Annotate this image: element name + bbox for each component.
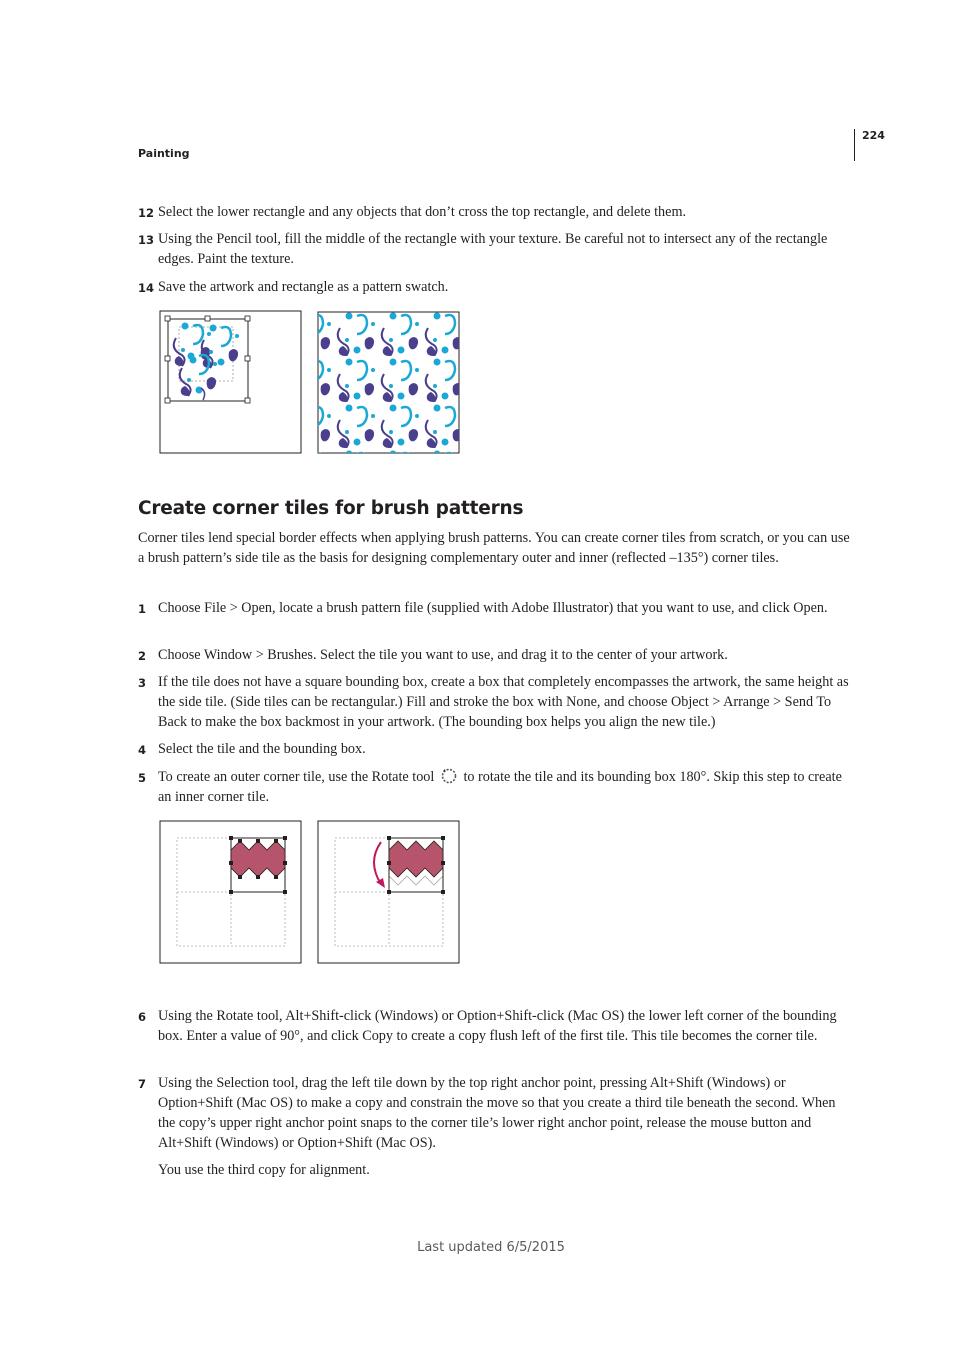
step-number: 2 (138, 649, 147, 663)
step-text: Choose File > Open, locate a brush pattern file (supplied with Adobe Illustrator) that you want to use, and click Open. (158, 600, 828, 616)
step-number: 1 (138, 602, 147, 616)
page-number: 224 (862, 129, 885, 142)
step-number: 14 (138, 281, 155, 295)
step-text: Using the Rotate tool, Alt+Shift-click (Windows) or Option+Shift-click (Mac OS) the lower left corner of the bounding box. Enter a value of 90°, and click Copy to create a copy flush left of the first tile. This tile becomes the corner tile. (158, 1008, 837, 1044)
step-item (138, 1006, 850, 1046)
step-item (138, 598, 850, 618)
step-note (138, 1160, 850, 1180)
step-number: 12 (138, 206, 155, 220)
step-item (138, 645, 850, 665)
step-text: Using the Pencil tool, fill the middle of the rectangle with your texture. Be careful not to intersect any of the rectangle edges. Paint the texture. (158, 231, 828, 267)
step-item (138, 739, 850, 759)
step-number: 5 (138, 771, 147, 785)
last-updated-footer: Last updated 6/5/2015 (417, 1240, 565, 1255)
step-item (138, 1073, 850, 1153)
step-number: 4 (138, 743, 147, 757)
step-text: Save the artwork and rectangle as a pattern swatch. (158, 279, 449, 295)
step-text-before: To create an outer corner tile, use the Rotate tool (158, 769, 435, 785)
section-intro: Corner tiles lend special border effects when applying brush patterns. You can create corner tiles from scratch, or you can use a brush pattern’s side tile as the basis for designing complementary outer and inner (reflected –135°) corner tiles. (138, 530, 850, 566)
step-number: 6 (138, 1010, 147, 1024)
step-number: 13 (138, 233, 155, 247)
step-item (138, 277, 850, 297)
rotate-tool-icon (440, 767, 458, 785)
section-heading: Create corner tiles for brush patterns (138, 498, 524, 519)
step-number: 3 (138, 676, 147, 690)
step-text (158, 767, 850, 807)
header-divider (854, 129, 855, 161)
step-text: Select the lower rectangle and any objects that don’t cross the top rectangle, and delete them. (158, 204, 687, 220)
step-text: Choose Window > Brushes. Select the tile you want to use, and drag it to the center of your artwork. (158, 647, 728, 663)
step-text: If the tile does not have a square bounding box, create a box that completely encompasses the artwork, the same height as the side tile. (Side tiles can be rectangular.) Fill and stroke the box with None, and choose Object > Arrange > Send To Back to make the box backmost in your artwork. (The bounding box helps you align the new tile.) (158, 674, 849, 730)
step-item (138, 202, 850, 222)
step-text: Select the tile and the bounding box. (158, 741, 366, 757)
step-item (138, 767, 850, 807)
step-text-after: to rotate the tile and its bounding box 180°. Skip this step to create an inner corner tile. (158, 769, 842, 805)
step-item (138, 672, 850, 732)
corner-tile-figure (159, 820, 461, 966)
step-number: 7 (138, 1077, 147, 1091)
running-header-section: Painting (138, 147, 190, 160)
pattern-swatch-figure (159, 310, 461, 456)
step-text: Using the Selection tool, drag the left tile down by the top right anchor point, pressing Alt+Shift (Windows) or Option+Shift (Mac OS) to make a copy and constrain the move so that you create a third tile beneath the second. When the copy’s upper right anchor point snaps to the corner tile’s lower right anchor point, release the mouse button and Alt+Shift (Windows) or Option+Shift (Mac OS). (158, 1075, 836, 1151)
step-note-text: You use the third copy for alignment. (158, 1162, 370, 1178)
step-item (138, 229, 850, 269)
